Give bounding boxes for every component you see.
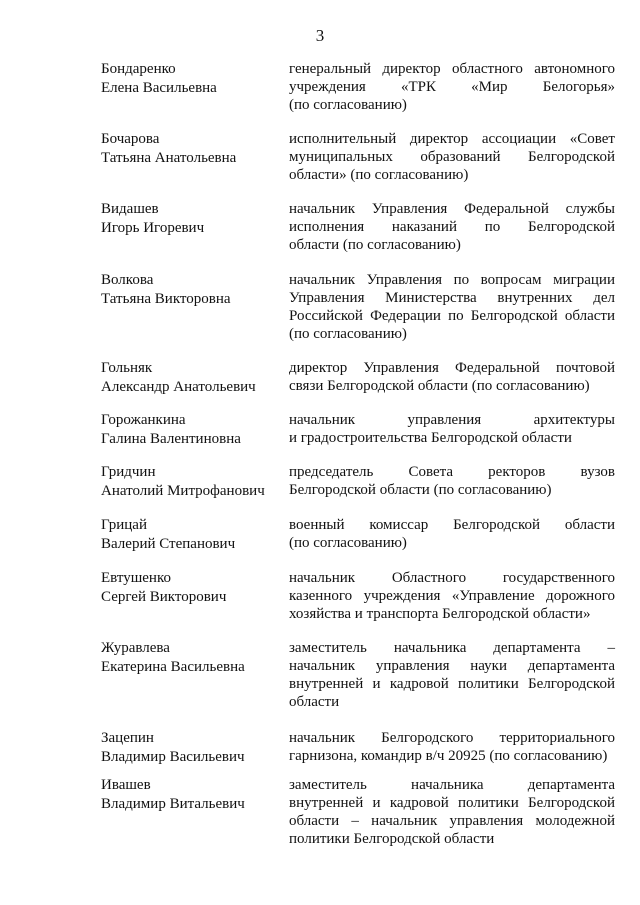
member-position <box>289 60 615 114</box>
position-line: связи Белгородской области (по согласованию) <box>289 378 590 394</box>
member-name <box>101 130 281 168</box>
position-line: (по согласованию) <box>289 535 407 551</box>
position-line: внутренней и кадровой политики Белгородской <box>289 795 615 811</box>
member-surname: Волкова <box>101 272 154 288</box>
position-line: исполнения наказаний по Белгородской <box>289 219 615 235</box>
member-position <box>289 271 615 343</box>
position-line: начальник Белгородского территориального <box>289 730 615 746</box>
member-position <box>289 359 615 395</box>
position-line: (по согласованию) <box>289 97 407 113</box>
position-line: муниципальных образований Белгородской <box>289 149 615 165</box>
position-line: области – начальник управления молодежной <box>289 813 615 829</box>
member-surname: Видашев <box>101 201 159 217</box>
member-name <box>101 729 281 767</box>
position-line: Белгородской области (по согласованию) <box>289 482 552 498</box>
member-given-names: Татьяна Викторовна <box>101 291 231 307</box>
member-name <box>101 516 281 554</box>
position-line: Управления Министерства внутренних дел <box>289 290 615 306</box>
member-surname: Бочарова <box>101 131 160 147</box>
member-surname: Гольняк <box>101 360 153 376</box>
member-given-names: Игорь Игоревич <box>101 220 205 236</box>
member-position <box>289 569 615 623</box>
position-line: внутренней и кадровой политики Белгородской <box>289 676 615 692</box>
member-given-names: Галина Валентиновна <box>101 431 241 447</box>
member-surname: Журавлева <box>101 640 170 656</box>
member-surname: Грицай <box>101 517 147 533</box>
member-position <box>289 463 615 499</box>
position-line: исполнительный директор ассоциации «Совет <box>289 131 615 147</box>
member-name <box>101 411 281 449</box>
position-line: политики Белгородской области <box>289 831 495 847</box>
position-line: (по согласованию) <box>289 326 407 342</box>
member-surname: Бондаренко <box>101 61 176 77</box>
member-given-names: Елена Васильевна <box>101 80 217 96</box>
position-line: начальник управления архитектуры <box>289 412 615 428</box>
member-given-names: Александр Анатольевич <box>101 379 256 395</box>
position-line: хозяйства и транспорта Белгородской области» <box>289 606 591 622</box>
member-given-names: Татьяна Анатольевна <box>101 150 237 166</box>
member-given-names: Екатерина Васильевна <box>101 659 245 675</box>
position-line: области (по согласованию) <box>289 237 461 253</box>
member-surname: Евтушенко <box>101 570 171 586</box>
position-line: генеральный директор областного автономного <box>289 61 615 77</box>
member-position <box>289 776 615 848</box>
position-line: начальник управления науки департамента <box>289 658 615 674</box>
member-name <box>101 776 281 814</box>
position-line: начальник Управления Федеральной службы <box>289 201 615 217</box>
member-position <box>289 516 615 552</box>
page-number: 3 <box>315 26 325 45</box>
member-name <box>101 271 281 309</box>
member-position <box>289 130 615 184</box>
position-line: области» (по согласованию) <box>289 167 469 183</box>
position-line: директор Управления Федеральной почтовой <box>289 360 615 376</box>
member-given-names: Валерий Степанович <box>101 536 236 552</box>
position-line: учреждения «ТРК «Мир Белогорья» <box>289 79 615 95</box>
member-given-names: Сергей Викторович <box>101 589 227 605</box>
position-line: казенного учреждения «Управление дорожного <box>289 588 615 604</box>
member-name <box>101 60 281 98</box>
member-given-names: Владимир Витальевич <box>101 796 245 812</box>
member-given-names: Анатолий Митрофанович <box>101 483 265 499</box>
position-line: Российской Федерации по Белгородской области <box>289 308 615 324</box>
member-name <box>101 639 281 677</box>
member-position <box>289 411 615 447</box>
position-line: заместитель начальника департамента <box>289 777 615 793</box>
member-surname: Зацепин <box>101 730 154 746</box>
position-line: начальник Управления по вопросам миграции <box>289 272 615 288</box>
position-line: начальник Областного государственного <box>289 570 615 586</box>
member-given-names: Владимир Васильевич <box>101 749 245 765</box>
member-surname: Гридчин <box>101 464 156 480</box>
member-position <box>289 729 615 765</box>
position-line: и градостроительства Белгородской области <box>289 430 572 446</box>
member-position <box>289 200 615 254</box>
position-line: области <box>289 694 340 710</box>
member-surname: Ивашев <box>101 777 151 793</box>
position-line: военный комиссар Белгородской области <box>289 517 615 533</box>
position-line: председатель Совета ректоров вузов <box>289 464 615 480</box>
member-position <box>289 639 615 711</box>
position-line: гарнизона, командир в/ч 20925 (по согласованию) <box>289 748 608 764</box>
position-line: заместитель начальника департамента – <box>289 640 615 656</box>
member-surname: Горожанкина <box>101 412 186 428</box>
member-name <box>101 463 281 501</box>
member-name <box>101 359 281 397</box>
member-name <box>101 200 281 238</box>
member-name <box>101 569 281 607</box>
